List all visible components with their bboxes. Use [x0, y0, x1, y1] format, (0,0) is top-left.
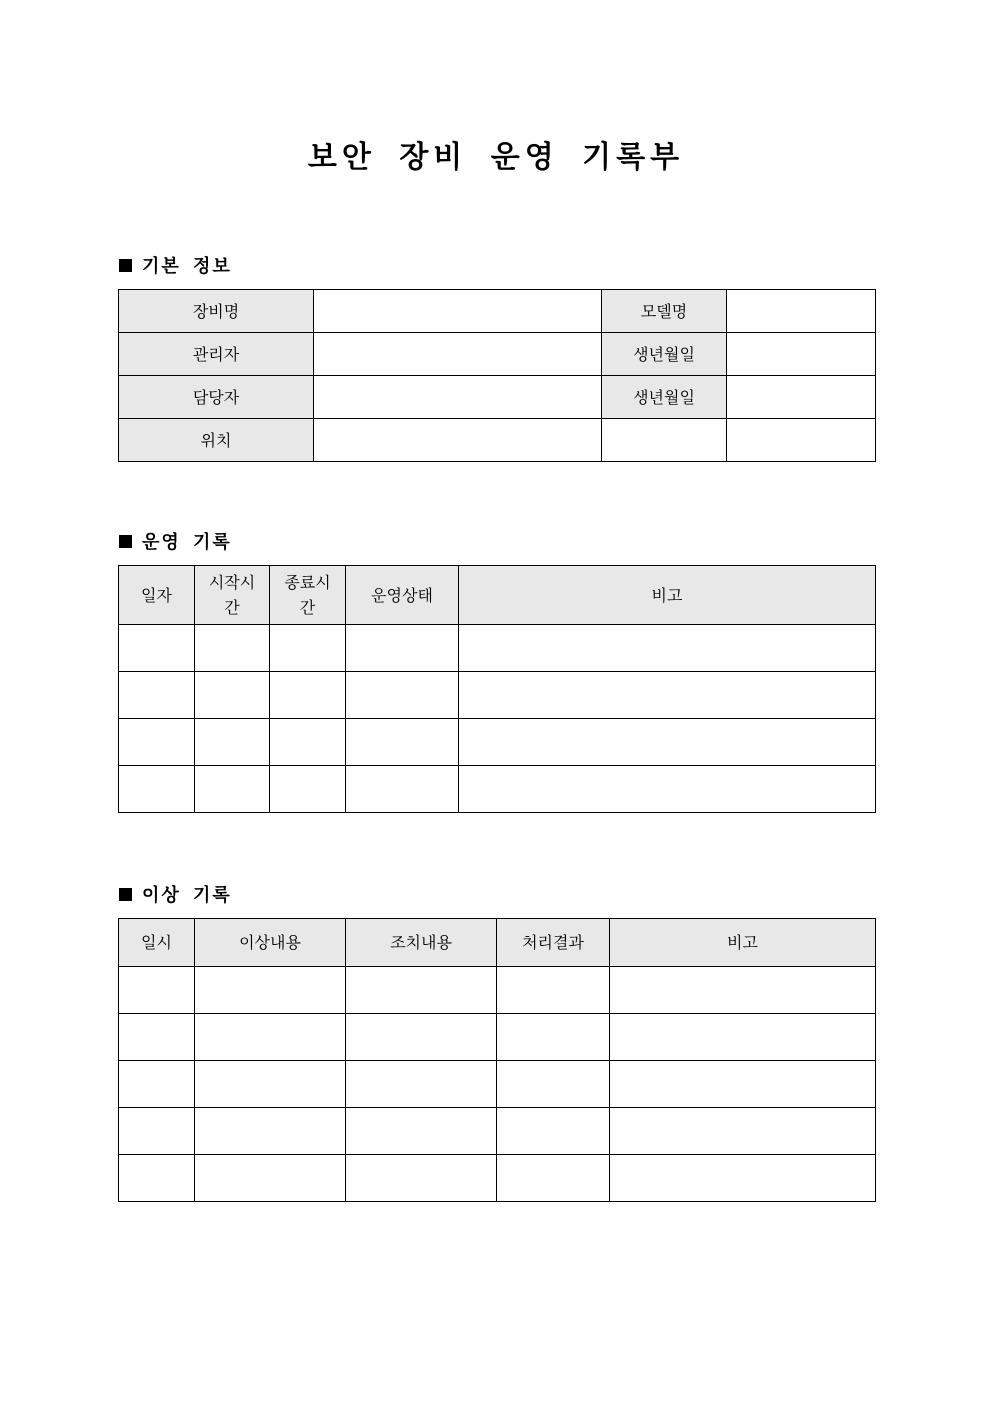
table-cell[interactable]: [195, 625, 270, 672]
table-cell[interactable]: [497, 1014, 610, 1061]
table-cell[interactable]: [195, 672, 270, 719]
square-bullet-icon: [119, 259, 132, 272]
label-cell: 위치: [119, 419, 314, 462]
table-cell[interactable]: [610, 1014, 876, 1061]
column-header: 이상내용: [195, 919, 346, 967]
table-row: [119, 672, 876, 719]
column-header: 비고: [459, 566, 876, 625]
table-cell[interactable]: [610, 1155, 876, 1202]
table-cell[interactable]: [119, 1061, 195, 1108]
value-cell[interactable]: [314, 290, 602, 333]
square-bullet-icon: [119, 888, 132, 901]
table-cell[interactable]: [459, 672, 876, 719]
label-cell: 생년월일: [602, 333, 727, 376]
section-heading-operations-text: 운영 기록: [142, 532, 232, 553]
table-cell[interactable]: [195, 1014, 346, 1061]
label-cell: 모델명: [602, 290, 727, 333]
label-cell: 담당자: [119, 376, 314, 419]
table-cell[interactable]: [270, 625, 346, 672]
table-cell[interactable]: [270, 719, 346, 766]
table-cell[interactable]: [346, 967, 497, 1014]
table-cell[interactable]: [610, 1061, 876, 1108]
value-cell[interactable]: [727, 333, 876, 376]
table-row: [119, 1014, 876, 1061]
table-cell[interactable]: [346, 1014, 497, 1061]
operations-table: [118, 565, 876, 813]
table-cell[interactable]: [119, 625, 195, 672]
table-cell[interactable]: [119, 967, 195, 1014]
table-cell[interactable]: [195, 1061, 346, 1108]
table-cell[interactable]: [610, 967, 876, 1014]
abnormal-table: [118, 918, 876, 1202]
table-row: [119, 625, 876, 672]
table-row: [119, 766, 876, 813]
section-heading-abnormal-text: 이상 기록: [142, 885, 232, 906]
table-cell[interactable]: [195, 1108, 346, 1155]
table-cell[interactable]: [119, 672, 195, 719]
table-cell[interactable]: [346, 719, 459, 766]
value-cell[interactable]: [314, 376, 602, 419]
column-header: 종료시간: [270, 566, 346, 625]
table-header-row: [119, 566, 876, 625]
table-row: [119, 333, 876, 376]
table-cell[interactable]: [119, 1014, 195, 1061]
square-bullet-icon: [119, 535, 132, 548]
value-cell[interactable]: [727, 376, 876, 419]
table-cell[interactable]: [459, 625, 876, 672]
section-heading-operations: [119, 528, 232, 554]
table-cell[interactable]: [497, 1108, 610, 1155]
page-title: 보안 장비 운영 기록부: [307, 140, 685, 175]
table-row: [119, 719, 876, 766]
label-cell: 생년월일: [602, 376, 727, 419]
table-cell[interactable]: [346, 1061, 497, 1108]
value-cell[interactable]: [314, 419, 602, 462]
table-row: [119, 1155, 876, 1202]
table-cell[interactable]: [195, 1155, 346, 1202]
column-header: 조치내용: [346, 919, 497, 967]
column-header: 운영상태: [346, 566, 459, 625]
table-row: [119, 967, 876, 1014]
table-cell[interactable]: [346, 625, 459, 672]
table-cell[interactable]: [346, 672, 459, 719]
table-cell[interactable]: [459, 719, 876, 766]
section-heading-basic-text: 기본 정보: [142, 256, 232, 277]
table-cell[interactable]: [346, 766, 459, 813]
column-header: 일시: [119, 919, 195, 967]
value-cell[interactable]: [314, 333, 602, 376]
table-cell[interactable]: [119, 719, 195, 766]
table-cell[interactable]: [270, 672, 346, 719]
value-cell[interactable]: [602, 419, 727, 462]
value-cell[interactable]: [727, 290, 876, 333]
table-cell[interactable]: [195, 719, 270, 766]
table-row: [119, 419, 876, 462]
basic-info-table: [118, 289, 876, 462]
table-row: [119, 1061, 876, 1108]
table-cell[interactable]: [119, 1108, 195, 1155]
table-header-row: [119, 919, 876, 967]
table-cell[interactable]: [195, 967, 346, 1014]
table-cell[interactable]: [497, 1061, 610, 1108]
table-row: [119, 376, 876, 419]
column-header: 처리결과: [497, 919, 610, 967]
table-cell[interactable]: [459, 766, 876, 813]
column-header: 시작시간: [195, 566, 270, 625]
table-cell[interactable]: [610, 1108, 876, 1155]
section-heading-abnormal: [119, 881, 232, 907]
label-cell: 관리자: [119, 333, 314, 376]
table-cell[interactable]: [195, 766, 270, 813]
table-cell[interactable]: [119, 1155, 195, 1202]
table-cell[interactable]: [346, 1155, 497, 1202]
column-header: 비고: [610, 919, 876, 967]
table-cell[interactable]: [270, 766, 346, 813]
table-cell[interactable]: [497, 967, 610, 1014]
table-cell[interactable]: [497, 1155, 610, 1202]
table-row: [119, 290, 876, 333]
table-row: [119, 1108, 876, 1155]
section-heading-basic: [119, 252, 232, 278]
table-cell[interactable]: [119, 766, 195, 813]
column-header: 일자: [119, 566, 195, 625]
table-cell[interactable]: [346, 1108, 497, 1155]
label-cell: 장비명: [119, 290, 314, 333]
value-cell[interactable]: [727, 419, 876, 462]
